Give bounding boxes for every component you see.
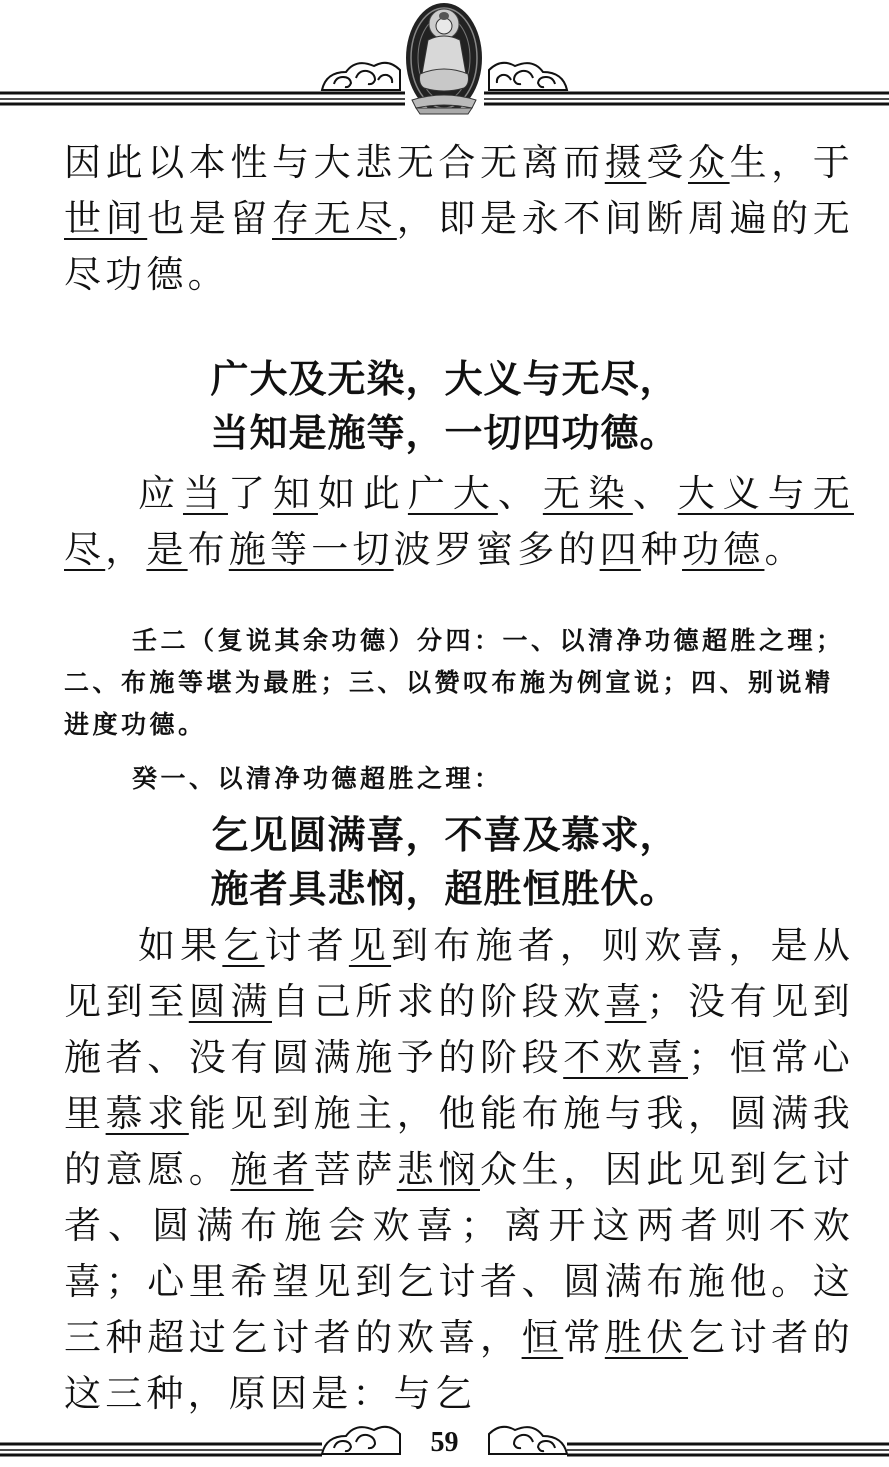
text-run: 能见到施主，他能布施与我，圆满我的意愿。: [64, 1092, 855, 1191]
header-ornament: [0, 0, 889, 118]
text-run: ；恒常心里: [64, 1036, 854, 1135]
text-run: 常: [563, 1316, 605, 1359]
paragraph-3: [64, 918, 854, 1422]
text-run: 。: [764, 528, 806, 571]
underlined-term: 悲悯: [396, 1148, 480, 1191]
underlined-term: 恒: [521, 1316, 564, 1359]
text-run: 种: [640, 528, 683, 571]
underlined-term: 无染: [542, 472, 633, 515]
text-run: 生，于: [729, 141, 855, 184]
underlined-term: 慕求: [105, 1092, 189, 1135]
underlined-term: 喜: [604, 980, 647, 1023]
underlined-term: 大义与无尽: [64, 472, 854, 571]
underlined-term: 四: [599, 528, 641, 571]
text-run: ，: [105, 528, 147, 571]
verse-line: 当知是施等，一切四功德。: [210, 411, 679, 455]
paragraph-1: [64, 135, 854, 303]
text-run: 应: [138, 472, 183, 515]
verse-line: 乞见圆满喜，不喜及慕求，: [210, 813, 679, 857]
underlined-term: 施等一切: [228, 528, 394, 571]
underlined-term: 功德: [682, 528, 765, 571]
text-run: 了: [227, 472, 273, 515]
underlined-term: 存无尽: [272, 197, 397, 240]
verse-line: 施者具悲悯，超胜恒胜伏。: [210, 867, 679, 911]
text-run: 、: [632, 472, 678, 515]
text-run: 也是留: [147, 197, 272, 240]
text-run: 到布施者，则欢喜，是从见到至: [64, 924, 855, 1023]
underlined-term: 施者: [230, 1148, 314, 1191]
underlined-term: 胜伏: [604, 1316, 689, 1359]
subsection-heading: 癸一、以清净功德超胜之理：: [132, 764, 503, 793]
text-run: 波罗蜜多的: [393, 528, 600, 571]
text-run: 如此: [317, 472, 408, 515]
text-run: 受: [646, 141, 688, 184]
text-run: ，即是永不间断周遍的无尽功德。: [64, 197, 854, 296]
underlined-term: 众: [688, 141, 730, 184]
cloud-scroll-right-icon: [489, 63, 567, 90]
underlined-term: 广大: [407, 472, 498, 515]
page-number: 59: [430, 1427, 459, 1458]
underlined-term: 是: [146, 528, 188, 571]
underlined-term: 圆满: [188, 980, 272, 1023]
underlined-term: 摄: [604, 141, 647, 184]
text-run: 自己所求的阶段欢: [272, 980, 605, 1023]
text-run: 菩萨: [313, 1148, 397, 1191]
underlined-term: 世间: [64, 197, 148, 240]
underlined-term: 知: [272, 472, 318, 515]
text-run: 众生，因此见到乞讨者、圆满布施会欢喜；离开这两者则不欢喜；心里希望见到乞讨者、圆满布施他。这三种超过乞讨者的欢喜，: [64, 1148, 854, 1359]
buddha-medallion-icon: [406, 3, 482, 114]
text-run: 乞讨者的这三种，原因是：与乞: [64, 1316, 855, 1415]
verse-line: 广大及无染，大义与无尽，: [210, 357, 679, 401]
underlined-term: 乞: [222, 924, 265, 967]
text-run: 如果: [138, 924, 223, 967]
paragraph-2: [64, 466, 854, 578]
section-heading: 壬二（复说其余功德）分四：一、以清净功德超胜之理；二、布施等堪为最胜；三、以赞叹布施为例宣说；四、别说精进度功德。: [64, 626, 845, 739]
cloud-scroll-left-icon: [322, 63, 400, 90]
text-run: ；没有见到施者、没有圆满施予的阶段: [64, 980, 854, 1079]
verse-2: [0, 808, 889, 916]
underlined-term: 当: [182, 472, 228, 515]
text-run: 布: [187, 528, 229, 571]
underlined-term: 见: [348, 924, 392, 967]
text-run: 、: [497, 472, 543, 515]
text-run: 讨者: [264, 924, 349, 967]
underlined-term: 不欢喜: [563, 1036, 688, 1079]
text-run: 因此以本性与大悲无合无离而: [64, 141, 605, 184]
verse-1: [0, 352, 889, 460]
